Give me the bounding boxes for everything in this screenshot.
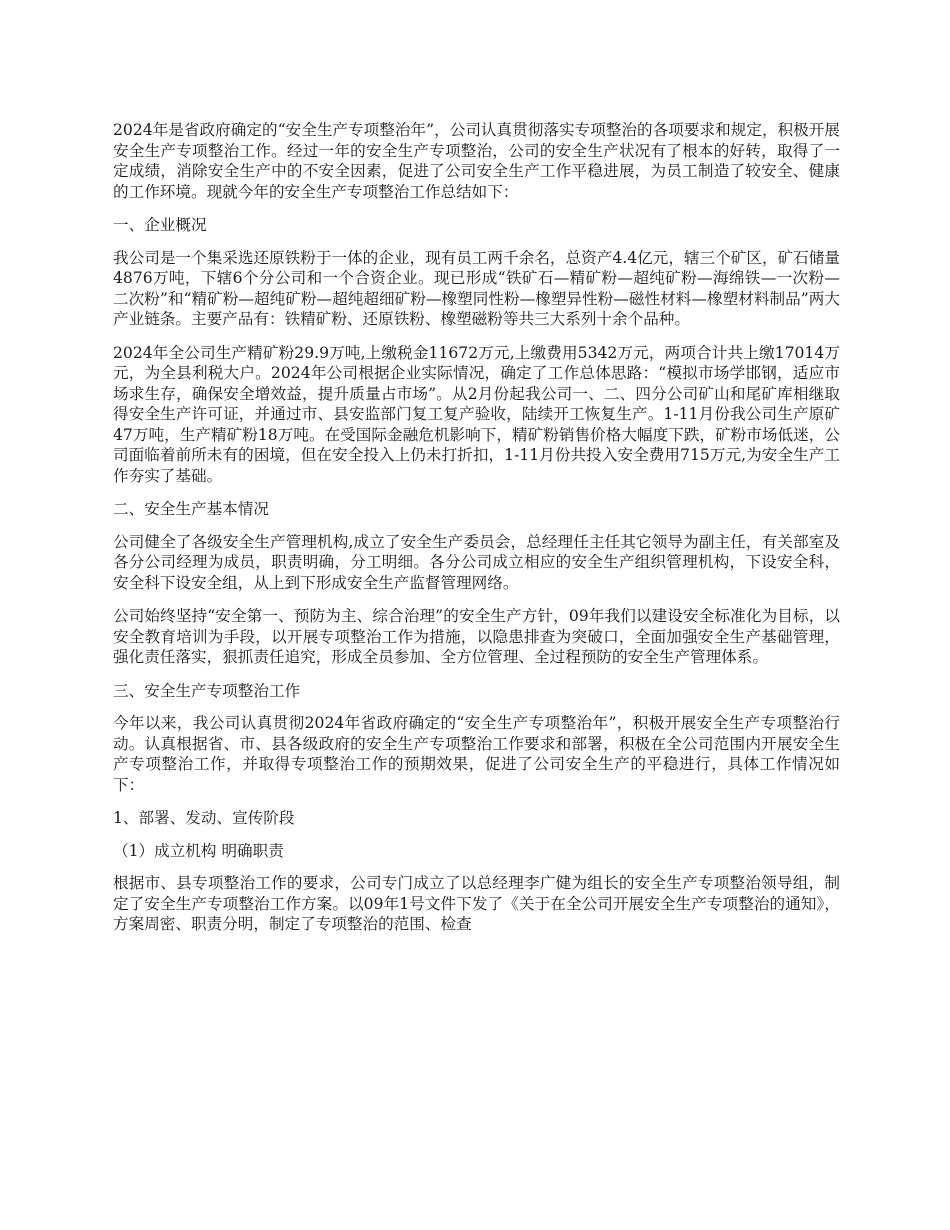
rectification-intro-paragraph: 今年以来，我公司认真贯彻2024年省政府确定的“安全生产专项整治年”，积极开展安全生产专项整治行动。认真根据省、市、县各级政府的安全生产专项整治工作要求和部署，积极在全公司范围内开展安全生产专项整治工作，并取得专项整治工作的预期效果，促进了公司安全生产的平稳进行，具体工作情况如下： <box>113 714 840 794</box>
organization-details-paragraph: 根据市、县专项整治工作的要求，公司专门成立了以总经理李广健为组长的安全生产专项整治领导组，制定了安全生产专项整治工作方案。以09年1号文件下发了《关于在全公司开展安全生产专项整治的通知》，方案周密、职责分明，制定了专项整治的范围、检查 <box>113 874 840 933</box>
section-heading-safety-basics: 二、安全生产基本情况 <box>113 500 269 518</box>
intro-paragraph: 2024年是省政府确定的“安全生产专项整治年”，公司认真贯彻落实专项整治的各项要求和规定，积极开展安全生产专项整治工作。经过一年的安全生产专项整治，公司的安全生产状况有了根本的好转，取得了一定成绩，消除安全生产中的不安全因素，促进了公司安全生产工作平稳进展，为员工制造了较安全、健康的工作环境。现就今年的安全生产专项整治工作总结如下： <box>113 121 840 201</box>
safety-organization-paragraph: 公司健全了各级安全生产管理机构,成立了安全生产委员会，总经理任主任其它领导为副主任，有关部室及各分公司经理为成员，职责明确，分工明细。各分公司成立相应的安全生产组织管理机构，下设安全科，安全科下设安全组，从上到下形成安全生产监督管理网络。 <box>113 532 840 592</box>
production-summary-paragraph: 2024年全公司生产精矿粉29.9万吨,上缴税金11672万元,上缴费用5342万元，两项合计共上缴17014万元，为全县利税大户。2024年公司根据企业实际情况，确定了工作总体思路：“模拟市场学邯钢，适应市场求生存，确保安全增效益，提升质量占市场”。从2月份起我公司一、二、四分公司矿山和尾矿库相继取得安全生产许可证，并通过市、县安监部门复工复产验收，陆续开工恢复生产。1-11月份我公司生产原矿47万吨，生产精矿粉18万吨。在受国际金融危机影响下，精矿粉销售价格大幅度下跌，矿粉市场低迷，公司面临着前所未有的困境，但在安全投入上仍未打折扣，1-11月份共投入安全费用715万元,为安全生产工作夯实了基础。 <box>113 343 840 485</box>
section-heading-special-rectification: 三、安全生产专项整治工作 <box>113 681 301 700</box>
safety-policy-paragraph: 公司始终坚持“安全第一、预防为主、综合治理”的安全生产方针，09年我们以建设安全标准化为目标，以安全教育培训为手段，以开展专项整治工作为措施，以隐患排查为突破口，全面加强安全生产基础管理，强化责任落实，狠抓责任追究，形成全员参加、全方位管理、全过程预防的安全生产管理体系。 <box>113 607 840 666</box>
subheading-establish-organization: （1）成立机构 明确职责 <box>113 841 284 860</box>
subheading-deployment-stage: 1、部署、发动、宣传阶段 <box>113 809 295 827</box>
document-page <box>113 120 840 948</box>
section-heading-company-overview: 一、企业概况 <box>113 216 207 234</box>
company-overview-paragraph: 我公司是一个集采选还原铁粉于一体的企业，现有员工两千余名，总资产4.4亿元，辖三个矿区，矿石储量4876万吨，下辖6个分公司和一个合资企业。现已形成“铁矿石—精矿粉—超纯矿粉—海绵铁—一次粉—二次粉”和“精矿粉—超纯矿粉—超纯超细矿粉—橡塑同性粉—橡塑异性粉—磁性材料—橡塑材料制品”两大产业链条。主要产品有：铁精矿粉、还原铁粉、橡塑磁粉等共三大系列十余个品种。 <box>113 248 840 328</box>
